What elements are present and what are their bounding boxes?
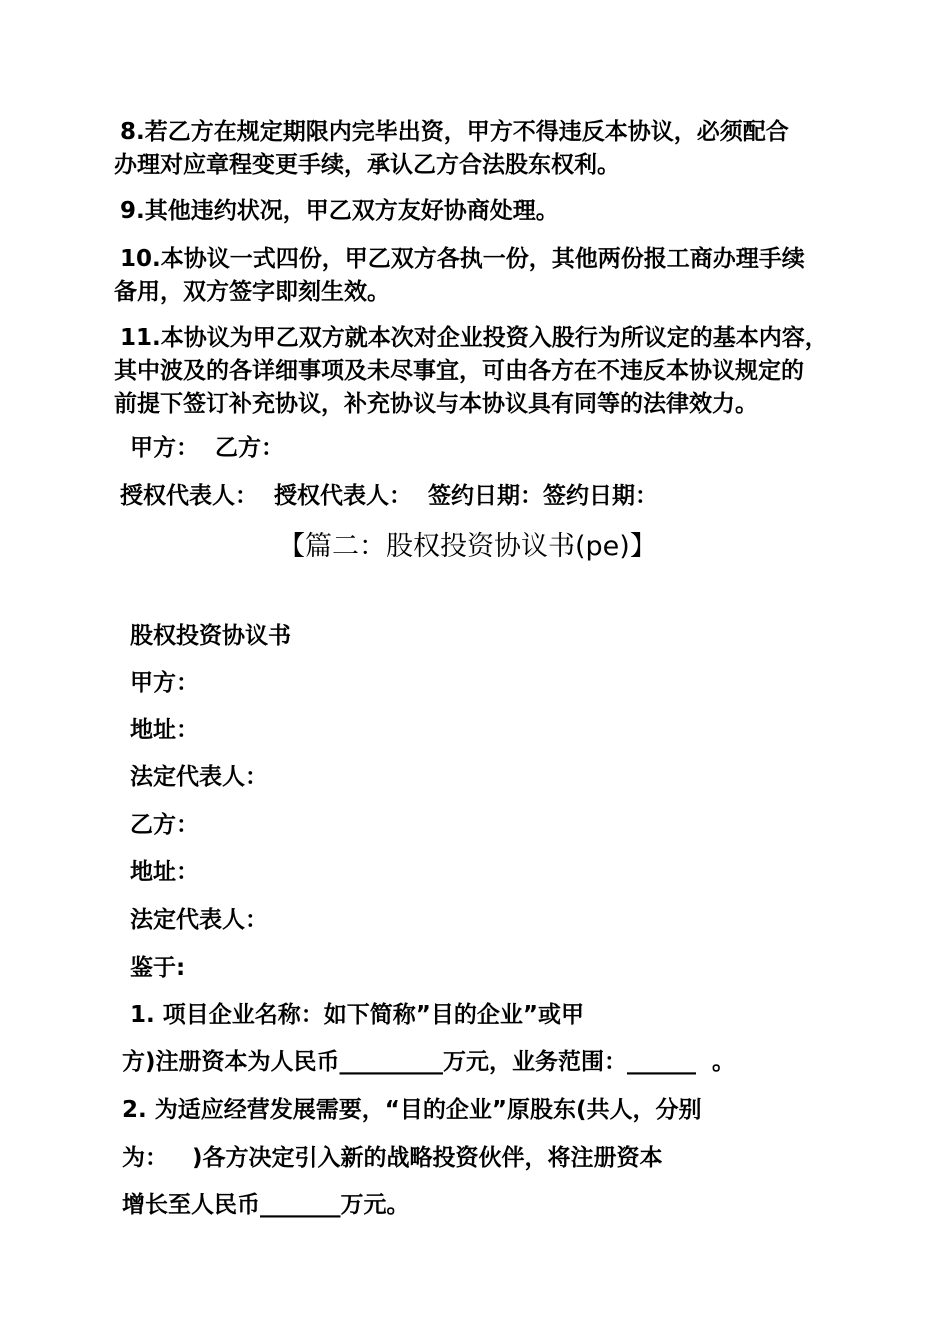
clause-10-line-2: 备用，双方签字即刻生效。	[114, 279, 390, 305]
party-a-address-label: 地址：	[130, 717, 199, 743]
clause-11-line-2: 其中波及的各详细事项及未尽事宜，可由各方在不违反本协议规定的	[114, 358, 804, 384]
clause-11-line-3: 前提下签订补充协议，补充协议与本协议具有同等的法律效力。	[114, 391, 758, 417]
party-a-legal-rep-label: 法定代表人：	[130, 764, 268, 790]
item-1-line-1: 1. 项目企业名称：如下简称”目的企业”或甲	[130, 1002, 584, 1028]
party-a-label: 甲方：	[130, 670, 199, 696]
signature-representatives: 授权代表人： 授权代表人： 签约日期：签约日期：	[120, 483, 659, 509]
agreement-heading: 股权投资协议书	[130, 623, 291, 649]
clause-8-line-1: 8.若乙方在规定期限内完毕出资，甲方不得违反本协议，必须配合	[120, 119, 789, 145]
item-2-line-1: 2. 为适应经营发展需要，“目的企业”原股东(共人，分别	[122, 1097, 702, 1123]
item-1-line-2: 方)注册资本为人民币_________万元，业务范围：______ 。	[122, 1049, 736, 1075]
clause-11-line-1: 11.本协议为甲乙双方就本次对企业投资入股行为所议定的基本内容，	[120, 325, 828, 351]
item-2-line-3: 增长至人民币_______万元。	[122, 1192, 410, 1218]
party-b-label: 乙方：	[130, 812, 199, 838]
signature-parties: 甲方： 乙方：	[130, 435, 285, 461]
clause-10-line-1: 10.本协议一式四份，甲乙双方各执一份，其他两份报工商办理手续	[120, 246, 805, 272]
item-2-line-2: 为： )各方决定引入新的战略投资伙伴，将注册资本	[122, 1145, 663, 1171]
section-title: 【篇二：股权投资协议书(pe)】	[278, 531, 657, 562]
clause-9: 9.其他违约状况，甲乙双方友好协商处理。	[120, 198, 559, 224]
clause-8-line-2: 办理对应章程变更手续，承认乙方合法股东权利。	[114, 152, 620, 178]
party-b-legal-rep-label: 法定代表人：	[130, 907, 268, 933]
whereas-label: 鉴于:	[130, 955, 186, 981]
party-b-address-label: 地址：	[130, 859, 199, 885]
